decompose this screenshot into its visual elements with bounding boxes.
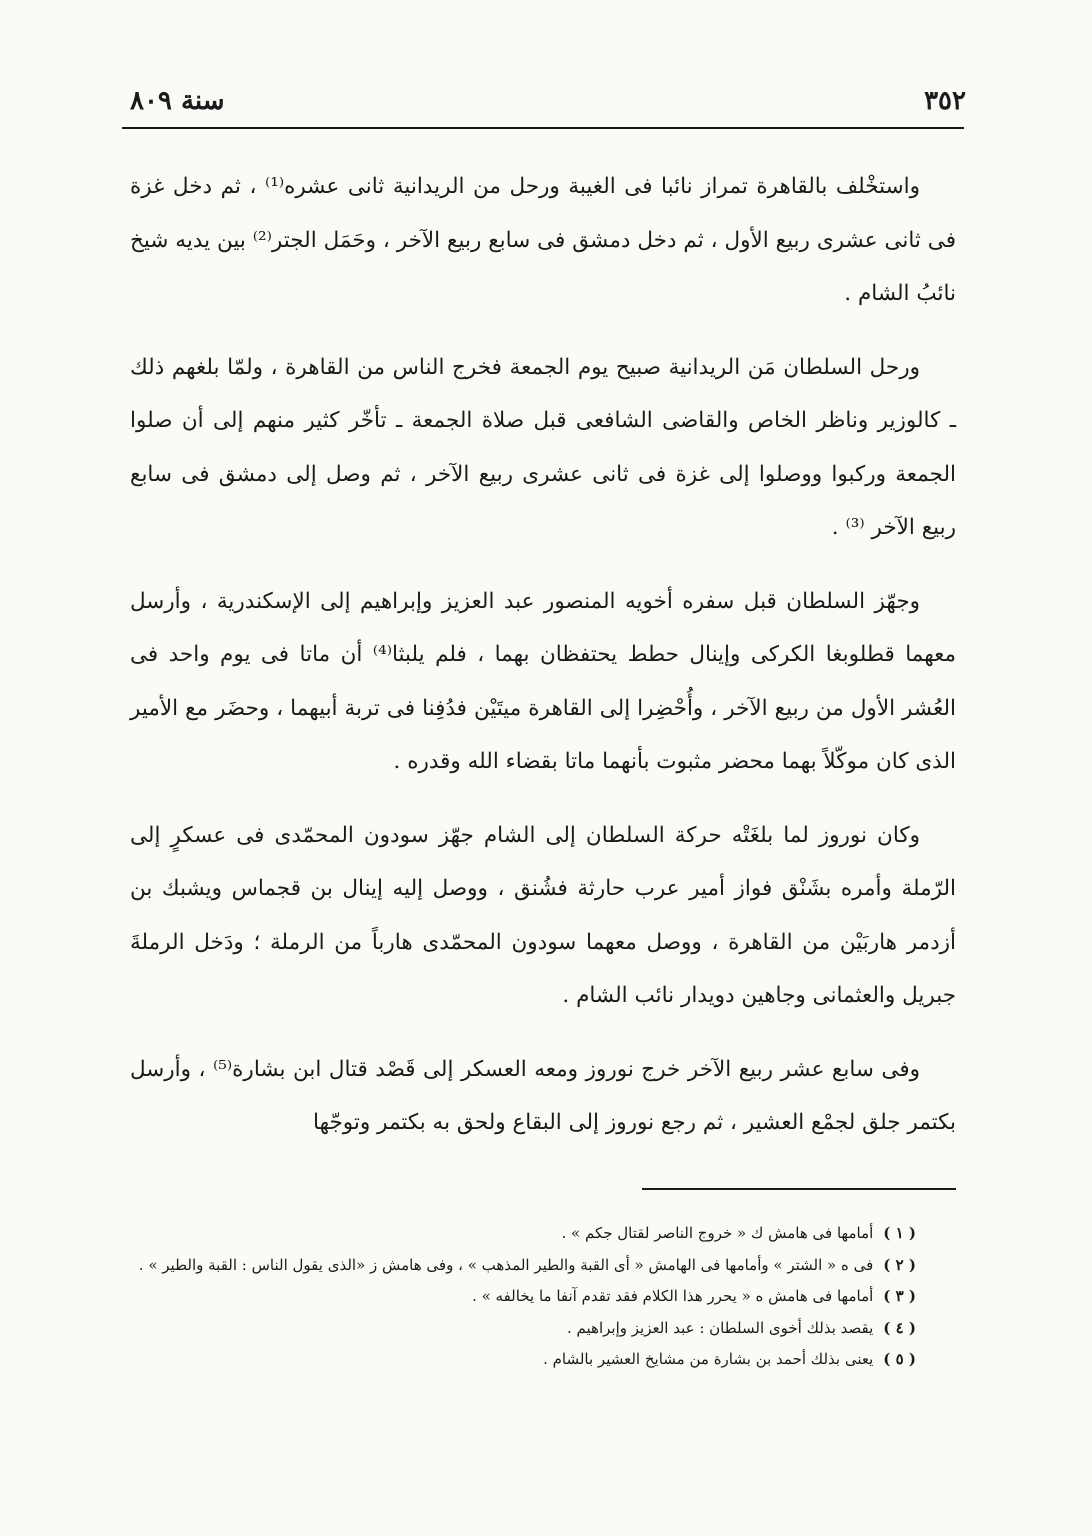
footnote bbox=[100, 1218, 916, 1250]
paragraph: وجهّز السلطان قبل سفره أخويه المنصور عبد العزيز وإبراهيم إلى الإسكندرية ، وأرسل معهما قطلوبغا الكركى وإينال حطط يحتفظان بهما ، فلم يلبثا⁽⁴⁾ أن ماتا فى يوم واحد فى العُشر الأول من ربيع الآخر ، وأُحْضِرا إلى القاهرة ميتَيْن فدُفِنا فى تربة أبيهما ، وحضَر مع الأمير الذى كان موكّلاً بهما محضر مثبوت بأنهما ماتا بقضاء الله وقدره . bbox=[130, 588, 956, 774]
footnote-number: ( ٤ ) bbox=[883, 1318, 916, 1337]
paragraph: ورحل السلطان مَن الريدانية صبيح يوم الجمعة فخرج الناس من القاهرة ، ولمّا بلغهم ذلك ـ كالوزير وناظر الخاص والقاضى الشافعى قبل صلاة الجمعة ـ تأخّر كثير منهم إلى أن صلوا الجمعة وركبوا ووصلوا إلى غزة فى ثانى عشرى ربيع الآخر ، ثم وصل إلى دمشق فى سابع ربيع الآخر ⁽³⁾ . bbox=[130, 354, 956, 540]
footnote-rule bbox=[642, 1188, 956, 1190]
footnote bbox=[100, 1250, 916, 1282]
footnote-number: ( ٥ ) bbox=[883, 1350, 916, 1368]
footnote-text: أمامها فى هامش ه « يحرر هذا الكلام فقد تقدم آنفا ما يخالفه » . bbox=[472, 1287, 874, 1305]
footnote-number: ( ٢ ) bbox=[883, 1255, 916, 1274]
footnote-text: أمامها فى هامش ك « خروج الناصر لقتال جكم » . bbox=[561, 1224, 874, 1242]
main-text bbox=[130, 160, 956, 1170]
footnote-number: ( ١ ) bbox=[883, 1224, 916, 1242]
footnote-text: يعنى بذلك أحمد بن بشارة من مشايخ العشير بالشام . bbox=[543, 1350, 874, 1368]
paragraph: واستخْلف بالقاهرة تمراز نائبا فى الغيبة ورحل من الريدانية ثانى عشره⁽¹⁾ ، ثم دخل غزة فى ثانى عشرى ربيع الأول ، ثم دخل دمشق فى سابع ربيع الآخر ، وحَمَل الجتر⁽²⁾ بين يديه شيخ نائبُ الشام . bbox=[130, 174, 956, 306]
footnote-number: ( ٣ ) bbox=[883, 1287, 916, 1305]
page-header bbox=[122, 84, 966, 124]
page-number: ٣٥٢ bbox=[924, 86, 966, 116]
footnote bbox=[100, 1344, 916, 1376]
paragraph: وفى سابع عشر ربيع الآخر خرج نوروز ومعه العسكر إلى قَصْد قتال ابن بشارة⁽⁵⁾ ، وأرسل بكتمر جلق لجمْع العشير ، ثم رجع نوروز إلى البقاع ولحق به بكتمر وتوجّها bbox=[130, 1056, 956, 1135]
footnote-text: فى ه « الشتر » وأمامها فى الهامش « أى القبة والطير المذهب » ، وفى هامش ز «الذى يقول الناس : القبة والطير » . bbox=[138, 1255, 874, 1274]
footnote bbox=[100, 1281, 916, 1313]
header-rule bbox=[122, 127, 964, 129]
paragraph: وكان نوروز لما بلغَتْه حركة السلطان إلى الشام جهّز سودون المحمّدى فى عسكرٍ إلى الرّملة وأمره بشَنْق فواز أمير عرب حارثة فشُنق ، ووصل إليه إينال بن قجماس ويشبك بن أزدمر هاربَيْن من القاهرة ، ووصل معهما سودون المحمّدى هارباً من الرملة ؛ ودَخل الرملةَ جبريل والعثمانى وجاهين دويدار نائب الشام . bbox=[130, 822, 956, 1008]
footnote bbox=[100, 1313, 916, 1345]
running-head-year: سنة ٨٠٩ bbox=[130, 86, 225, 116]
footnotes bbox=[100, 1218, 916, 1376]
footnote-text: يقصد بذلك أخوى السلطان : عبد العزيز وإبراهيم . bbox=[567, 1318, 874, 1337]
